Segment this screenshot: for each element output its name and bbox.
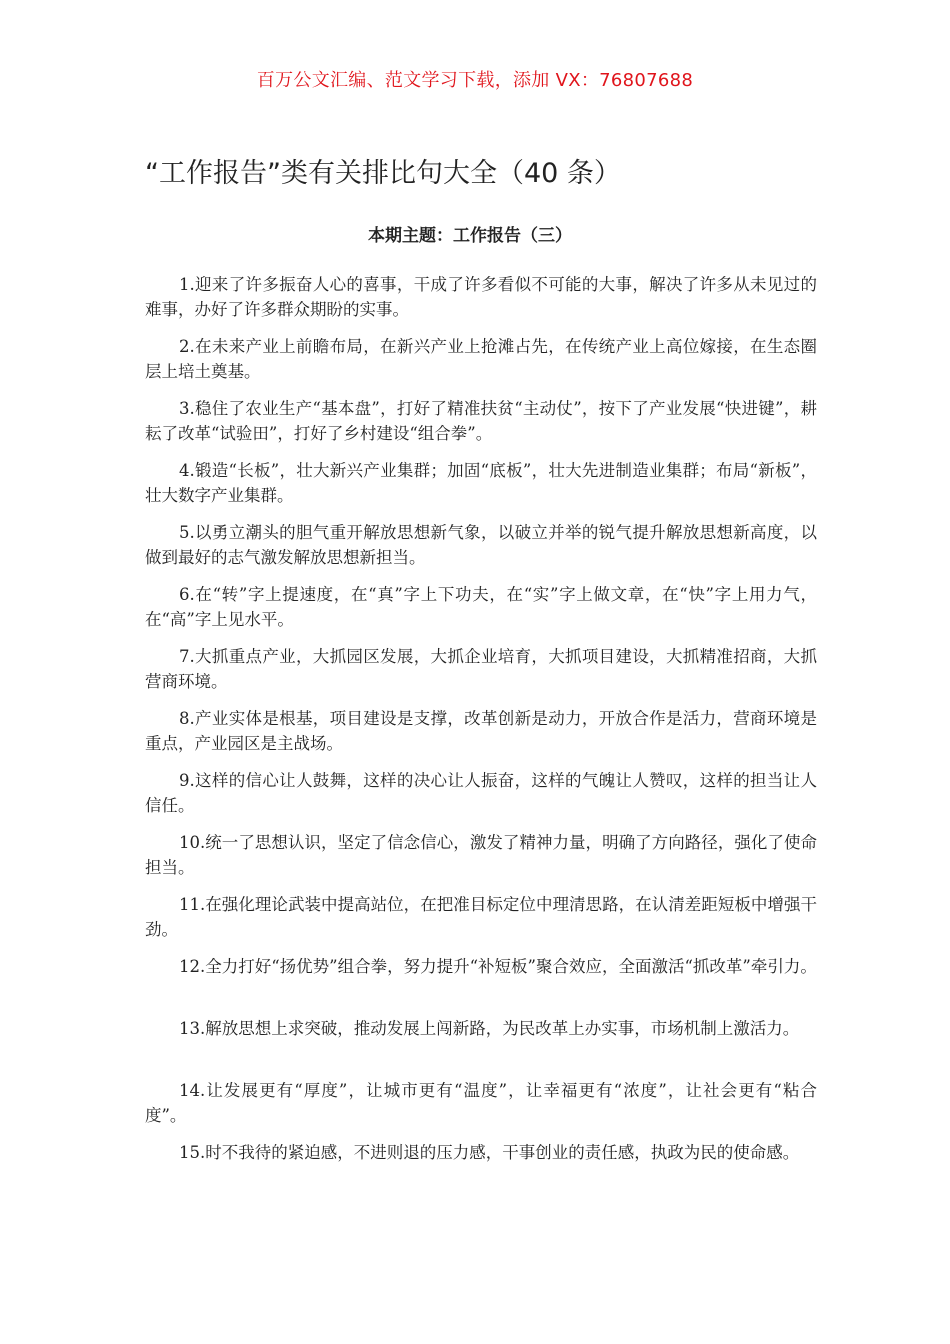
- sentence-item-5: 5.以勇立潮头的胆气重开解放思想新气象，以破立并举的锐气提升解放思想新高度，以做到最好的志气激发解放思想新担当。: [145, 523, 817, 567]
- document-subtitle: 本期主题：工作报告（三）: [368, 226, 572, 246]
- header-banner: 百万公文汇编、范文学习下载，添加 VX：76807688: [256, 70, 694, 91]
- sentence-item-11: 11.在强化理论武装中提高站位，在把准目标定位中理清思路，在认清差距短板中增强干劲。: [145, 895, 817, 939]
- sentence-item-10: 10.统一了思想认识，坚定了信念信心，激发了精神力量，明确了方向路径，强化了使命担当。: [145, 833, 817, 877]
- sentence-item-2: 2.在未来产业上前瞻布局，在新兴产业上抢滩占先，在传统产业上高位嫁接，在生态圈层上培土奠基。: [145, 337, 817, 381]
- sentence-list: [145, 272, 817, 1202]
- sentence-item-8: 8.产业实体是根基，项目建设是支撑，改革创新是动力，开放合作是活力，营商环境是重点，产业园区是主战场。: [145, 709, 817, 753]
- sentence-item-9: 9.这样的信心让人鼓舞，这样的决心让人振奋，这样的气魄让人赞叹，这样的担当让人信任。: [145, 771, 817, 815]
- sentence-item-1: 1.迎来了许多振奋人心的喜事，干成了许多看似不可能的大事，解决了许多从未见过的难事，办好了许多群众期盼的实事。: [145, 275, 817, 319]
- sentence-item-12: 12.全力打好“扬优势”组合拳，努力提升“补短板”聚合效应，全面激活“抓改革”牵引力。: [179, 957, 817, 976]
- sentence-item-7: 7.大抓重点产业，大抓园区发展，大抓企业培育，大抓项目建设，大抓精准招商，大抓营商环境。: [145, 647, 817, 691]
- document-title: “工作报告”类有关排比句大全（40 条）: [145, 158, 621, 189]
- sentence-item-14: 14.让发展更有“厚度”，让城市更有“温度”，让幸福更有“浓度”，让社会更有“粘合度”。: [145, 1081, 817, 1125]
- sentence-item-3: 3.稳住了农业生产“基本盘”，打好了精准扶贫“主动仗”，按下了产业发展“快进键”，耕耘了改革“试验田”，打好了乡村建设“组合拳”。: [145, 399, 817, 443]
- sentence-item-15: 15.时不我待的紧迫感，不进则退的压力感，干事创业的责任感，执政为民的使命感。: [179, 1143, 800, 1162]
- sentence-item-4: 4.锻造“长板”，壮大新兴产业集群；加固“底板”，壮大先进制造业集群；布局“新板”，壮大数字产业集群。: [145, 461, 817, 505]
- sentence-item-6: 6.在“转”字上提速度，在“真”字上下功夫，在“实”字上做文章，在“快”字上用力气，在“高”字上见水平。: [145, 585, 817, 629]
- sentence-item-13: 13.解放思想上求突破，推动发展上闯新路，为民改革上办实事，市场机制上激活力。: [179, 1019, 800, 1038]
